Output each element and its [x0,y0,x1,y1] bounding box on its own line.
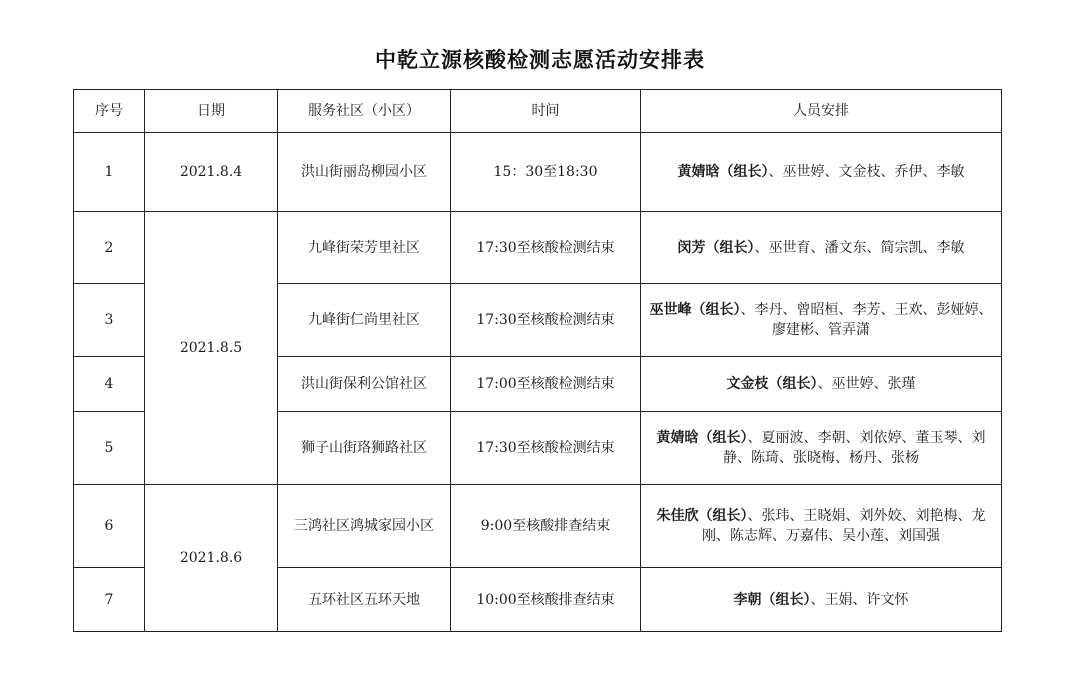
staff-cell [641,357,1002,412]
header-staff: 人员安排 [641,90,1002,133]
staff-cell [641,212,1002,284]
seq-cell: 1 [74,133,145,212]
time-cell: 17:30至核酸检测结束 [451,412,641,485]
page-title: 中乾立源核酸检测志愿活动安排表 [375,48,705,72]
table-header-row [74,90,1002,133]
community-cell: 九峰街仁尚里社区 [278,284,451,357]
team-leader: 李朝（组长） [733,591,811,608]
header-community: 服务社区（小区） [278,90,451,133]
time-cell: 17:30至核酸检测结束 [451,284,641,357]
date-cell: 2021.8.5 [145,212,278,485]
seq-cell: 7 [74,568,145,632]
team-leader: 巫世峰（组长） [649,302,741,318]
table-row [74,133,1002,212]
header-time: 时间 [451,90,641,133]
community-cell: 洪山街丽岛柳园小区 [278,133,451,212]
team-members: 、巫世育、潘文东、简宗凯、李敏 [754,239,965,256]
team-members: 、夏丽波、李朝、刘依婷、董玉琴、刘静、陈琦、张晓梅、杨丹、张杨 [723,430,986,466]
staff-cell [641,284,1002,357]
team-leader: 文金枝（组长） [726,376,818,392]
team-leader: 闵芳（组长） [677,239,755,256]
time-cell: 15：30至18:30 [451,133,641,212]
seq-cell: 6 [74,485,145,568]
time-cell: 17:30至核酸检测结束 [451,212,641,284]
community-cell: 洪山街保利公馆社区 [278,357,451,412]
team-members: 、巫世婷、张瑾 [817,376,916,392]
table-row [74,485,1002,568]
header-seq: 序号 [74,90,145,133]
schedule-table [73,89,1002,632]
team-members: 、李丹、曾昭桓、李芳、王欢、彭娅婷、廖建彬、管弄潇 [740,302,993,338]
community-cell: 三鸿社区鸿城家园小区 [278,485,451,568]
team-leader: 朱佳欣（组长） [656,508,748,524]
team-leader: 黄婧晗（组长） [656,430,748,446]
time-cell: 9:00至核酸排查结束 [451,485,641,568]
table-row [74,212,1002,284]
community-cell: 狮子山街珞狮路社区 [278,412,451,485]
community-cell: 五环社区五环天地 [278,568,451,632]
team-leader: 黄婧晗（组长） [677,164,769,180]
staff-cell [641,412,1002,485]
staff-cell [641,568,1002,632]
time-cell: 17:00至核酸检测结束 [451,357,641,412]
seq-cell: 3 [74,284,145,357]
team-members: 、王娟、许文怀 [810,591,909,608]
community-cell: 九峰街荣芳里社区 [278,212,451,284]
seq-cell: 2 [74,212,145,284]
date-cell: 2021.8.6 [145,485,278,632]
time-cell: 10:00至核酸排查结束 [451,568,641,632]
seq-cell: 4 [74,357,145,412]
team-members: 、张玮、王晓娟、刘外姣、刘艳梅、龙刚、陈志辉、万嘉伟、吴小莲、刘国强 [702,508,986,544]
team-members: 、巫世婷、文金枝、乔伊、李敏 [768,164,965,180]
seq-cell: 5 [74,412,145,485]
staff-cell [641,133,1002,212]
staff-cell [641,485,1002,568]
header-date: 日期 [145,90,278,133]
date-cell: 2021.8.4 [145,133,278,212]
